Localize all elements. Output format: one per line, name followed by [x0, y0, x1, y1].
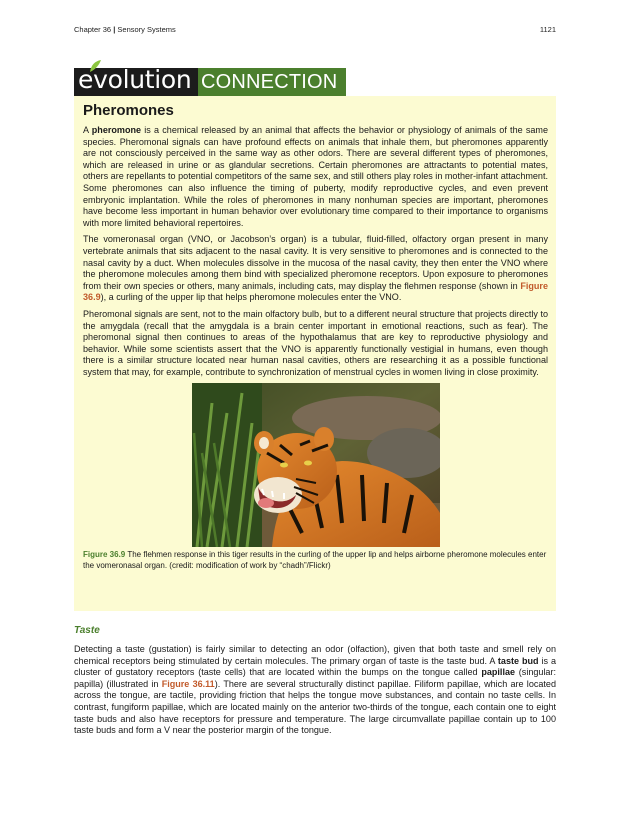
figure-caption-label: Figure 36.9 — [83, 550, 126, 560]
tiger-flehmen-image — [192, 383, 440, 547]
feature-title: Pheromones — [83, 102, 174, 119]
chapter-label: Chapter 36 — [74, 25, 112, 34]
section-label: Sensory Systems — [117, 25, 176, 34]
connection-label — [198, 68, 346, 96]
text: The vomeronasal organ (VNO, or Jacobson’s organ) is a tubular, fluid-filled, olfactory organ present in many vertebrate animals that sits adjacent to the nasal cavity. It is very sensitive to pheromones and is connected to the nasal cavity by a duct. When molecules dissolve in the mucosa of the nasal cavity, they then enter the VNO where the pheromone molecules among them bind with specialized pheromone receptors. Upon exposure to pheromones from their own species or others, many animals, including cats, may display the flehmen response (shown in — [83, 234, 548, 291]
running-head — [74, 25, 556, 34]
taste-heading: Taste — [74, 625, 100, 636]
text: A — [83, 125, 92, 135]
figure-link[interactable]: Figure 36.9 — [83, 280, 548, 303]
text: (singular: papilla) (illustrated in — [74, 667, 556, 689]
text: Detecting a taste (gustation) is fairly similar to detecting an odor (olfaction), given that both taste and smell rely on chemical receptors being stimulated by certain molecules. The primary organ of taste is the taste bud. A — [74, 644, 556, 666]
feature-paragraph-2 — [83, 234, 548, 304]
feature-paragraph-3: Pheromonal signals are sent, not to the main olfactory bulb, but to a different neural structure that projects directly to the amygdala (recall that the amygdala is a brain center important in emotional reactions, such as fear). The pheromonal signal then continues to areas of the hypothalamus that are key to reproductive physiology and behavior. While some scientists assert that the VNO is apparently functionally vestigial in humans, even though there is a similar structure located near human nasal cavities, others are researching it as a possible functional system that may, for example, contribute to synchronization of menstrual cycles in women living in close proximity. — [83, 308, 548, 377]
text: ). There are several structurally distinct papillae. Filiform papillae, which are located across the tongue, are tactile, providing friction that helps the tongue move substances, and contain no taste cells. In contrast, fungiform papillae, which are located mainly on the anterior two-thirds of the tongue, each contain one to eight taste buds and also have receptors for pressure and temperature. The large circumvallate papillae contain up to 100 taste buds and form a V near the posterior margin of the tongue. — [74, 678, 556, 736]
feature-box — [74, 96, 556, 611]
text: is a chemical released by an animal that affects the behavior or physiology of animals of the same species. Pheromonal signals can have profound effects on animals that inhale them, but pheromones apparently are not consciously perceived in the same way as other odors. There are several different types of pheromones, which are released in urine or as glandular secretions. Certain pheromones are attractants to potential mates, others are repellants to potential competitors of the same sex, and still others play roles in mother-infant attachment. Some pheromones can also influence the timing of puberty, modify reproductive cycles, and even prevent embryonic implantation. While the roles of pheromones in many nonhuman species are important, pheromones have become less important in human behavior over evolutionary time compared to their importance to organisms with more limited behavioral repertoires. — [83, 125, 548, 228]
figure-caption-text: The flehmen response in this tiger results in the curling of the upper lip and helps airborne pheromone molecules enter the vomeronasal organ. (credit: modification of work by “chadh”/Flickr) — [83, 550, 547, 570]
evolution-word: evolution — [78, 65, 192, 94]
term-pheromone: pheromone — [91, 125, 142, 135]
feature-paragraph-1 — [83, 125, 548, 229]
term-taste-bud: taste bud — [497, 655, 539, 666]
tiger-photo — [192, 383, 440, 547]
header-separator: | — [113, 25, 116, 34]
figure-caption — [83, 550, 548, 571]
taste-paragraph — [74, 644, 556, 737]
term-papillae: papillae — [481, 667, 516, 678]
text: is a cluster of gustatory receptors (taste cells) that are located within the bumps on the tongue called — [74, 655, 556, 678]
evolution-logo — [74, 65, 198, 96]
text: ), a curling of the upper lip that helps pheromone molecules enter the VNO. — [100, 292, 402, 303]
taste-section — [74, 644, 556, 742]
evolution-connection-banner — [74, 65, 346, 96]
page-number: 1121 — [539, 25, 556, 34]
connection-word: CONNECTION — [201, 70, 338, 93]
figure-link[interactable]: Figure 36.11 — [161, 678, 215, 689]
